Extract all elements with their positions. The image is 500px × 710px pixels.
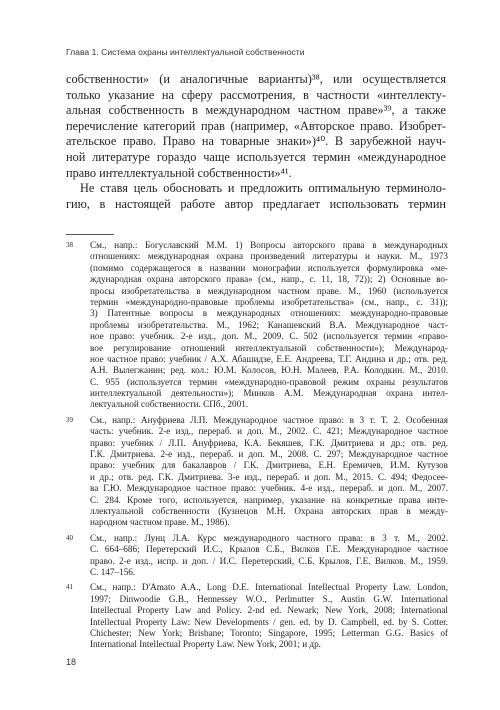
footnote-line: термин «международно-правовые проблемы изобретательства» (см., напр., с. 31)); [90, 296, 448, 307]
text-line: только указание на сферу рассмотрения, в частности «интеллекту- [66, 87, 446, 102]
footnote-line: право: учебник для бакалавров / Г.К. Дмитриева, Е.Н. Еремичев, И.М. Кутузов [90, 460, 448, 471]
footnote-40 [66, 533, 448, 579]
footnote-line: (помимо содержащегося в названии монографии используется формулировка «ме- [90, 262, 448, 273]
footnote-line: ва Г.Ю. Международное частное право: учебник. 4-е изд., перераб. и доп. М., 2007. [90, 483, 448, 494]
footnote-line: А.Н. Вылегжанин; ред. кол.: Ю.М. Колосов, Ю.Н. Малеев, Р.А. Колодкин. М., 2010. [90, 365, 448, 376]
text-line: собственности» (и аналогичные варианты)³⁸, или осуществляется [66, 72, 446, 86]
footnote-line: С. 955 (используется термин «международно-правовой режим охраны результатов [90, 376, 448, 387]
text-line: ной литературе гораздо чаще используется термин «международное [66, 149, 446, 164]
footnote-line: отношениях: международная охрана произведений литературы и науки. М., 1973 [90, 251, 448, 262]
text-line: ательское право. Право на товарные знаки»)⁴⁰. В зарубежной науч- [66, 134, 446, 149]
footnote-line: право. 2-е изд., испр. и доп. / И.С. Перетерский, С.Б. Крылов, Г.Е. Вилков. М., 1959. [90, 555, 448, 566]
footnote-line: С. 284. Кроме того, используется, например, указание на конкретные права инте- [90, 494, 448, 505]
footnote-line: интеллектуальной деятельности»); Минков А.М. Международная охрана интел- [90, 388, 448, 399]
footnote-number: 39 [66, 415, 73, 424]
footnote-line: право: учебник / Л.П. Ануфриева, К.А. Бекяшев, Г.К. Дмитриева и др.; отв. ред. [90, 437, 448, 448]
footnote-line: Г.К. Дмитриева. 2-е изд., перераб. и доп. М., 2008. С. 297; Международное частное [90, 449, 448, 460]
footnote-line: См., напр.: Лунц Л.А. Курс международного частного права: в 3 т. М., 2002. [90, 532, 448, 543]
footnote-line: ждународная охрана авторского права» (см., напр., с. 11, 18, 72)); 2) Основные во- [90, 274, 448, 285]
footnote-line: 1997; Dinwoodie G.B., Hennessey W.O., Perlmutter S., Austin G.W. International [90, 593, 448, 604]
running-head: Глава 1. Система охраны интеллектуальной собственности [66, 47, 305, 57]
footnote-line: С. 664–686; Перетерский И.С., Крылов С.Б., Вилков Г.Е. Международное частное [90, 544, 448, 555]
footnote-line: См., напр.: Ануфриева Л.П. Международное частное право: в 3 т. Т. 2. Особенная [90, 414, 448, 425]
footnote-number: 41 [66, 583, 73, 592]
footnote-line: часть: учебник. 2-е изд., перераб. и доп. М., 2002. С. 421; Международное частное [90, 426, 448, 437]
footnote-line: проблемы изобретательства. М., 1962; Канашевский В.А. Международное част- [90, 319, 448, 330]
footnote-line: просы изобретательства в международном частном праве. М., 1960 (используется [90, 285, 448, 296]
text-line: Не ставя цель обосновать и предложить оптимальную терминоло- [80, 181, 446, 196]
text-line: право интеллектуальной собственности»⁴¹. [66, 165, 292, 180]
footnote-line: лектуальной собственности. СПб., 2001. [90, 399, 249, 410]
footnote-line: International Intellectual Property Law. New York, 2001; и др. [90, 639, 321, 650]
footnote-line: народном частном праве. М., 1986). [90, 517, 230, 528]
footnote-38 [66, 240, 448, 411]
footnote-line: и др.; отв. ред. Г.К. Дмитриева. 3-е изд., перераб. и доп. М., 2015. С. 494; Федосее- [90, 471, 448, 482]
footnote-separator [66, 234, 114, 235]
footnote-41 [66, 582, 448, 650]
footnote-number: 38 [66, 241, 73, 249]
footnote-39 [66, 415, 448, 529]
footnote-line: См., напр.: D'Amato A.A., Long D.E. International Intellectual Property Law. London, [90, 582, 448, 593]
footnotes [66, 240, 448, 655]
text-line: альная собственность в международном частном праве»³⁹, а также [66, 103, 446, 118]
footnote-line: С. 147–156. [90, 566, 136, 577]
footnote-line: ное частное право: учебник / А.Х. Абашидзе, Е.Е. Андреева, Т.Г. Андина и др.; отв. ред. [90, 353, 448, 364]
footnote-line: 3) Патентные вопросы в международных отношениях: международно-правовые [90, 308, 448, 319]
footnote-line: Chichester; New York; Brisbane; Toronto; Singapore, 1995; Letterman G.G. Basics of [90, 627, 448, 638]
footnote-number: 40 [66, 533, 73, 542]
footnote-line: ллектуальной собственности (Кузнецов М.Н. Охрана авторских прав в между- [90, 505, 448, 516]
footnote-line: вое регулирование отношений интеллектуальной собственности»); Международ- [90, 342, 448, 353]
text-line: гию, в настоящей работе автор предлагает использовать термин [66, 196, 446, 211]
main-text [66, 72, 446, 212]
footnote-line: Intellectual Property Law: New Developments / gen. ed. by D. Campbell, ed. by S. Cotter. [90, 616, 448, 627]
footnote-line: См., напр.: Богуславский М.М. 1) Вопросы авторского права в международных [90, 240, 448, 250]
footnote-line: Intellectual Property Law and Policy. 2-nd ed. Newark; New York, 2008; International [90, 605, 448, 616]
page-number: 18 [66, 657, 77, 667]
footnote-line: ное право: учебник. 2-е изд., доп. М., 2009. С. 502 (используется термин «право- [90, 331, 448, 342]
text-line: перечисление категорий прав (например, «Авторское право. Изобрет- [66, 118, 446, 133]
